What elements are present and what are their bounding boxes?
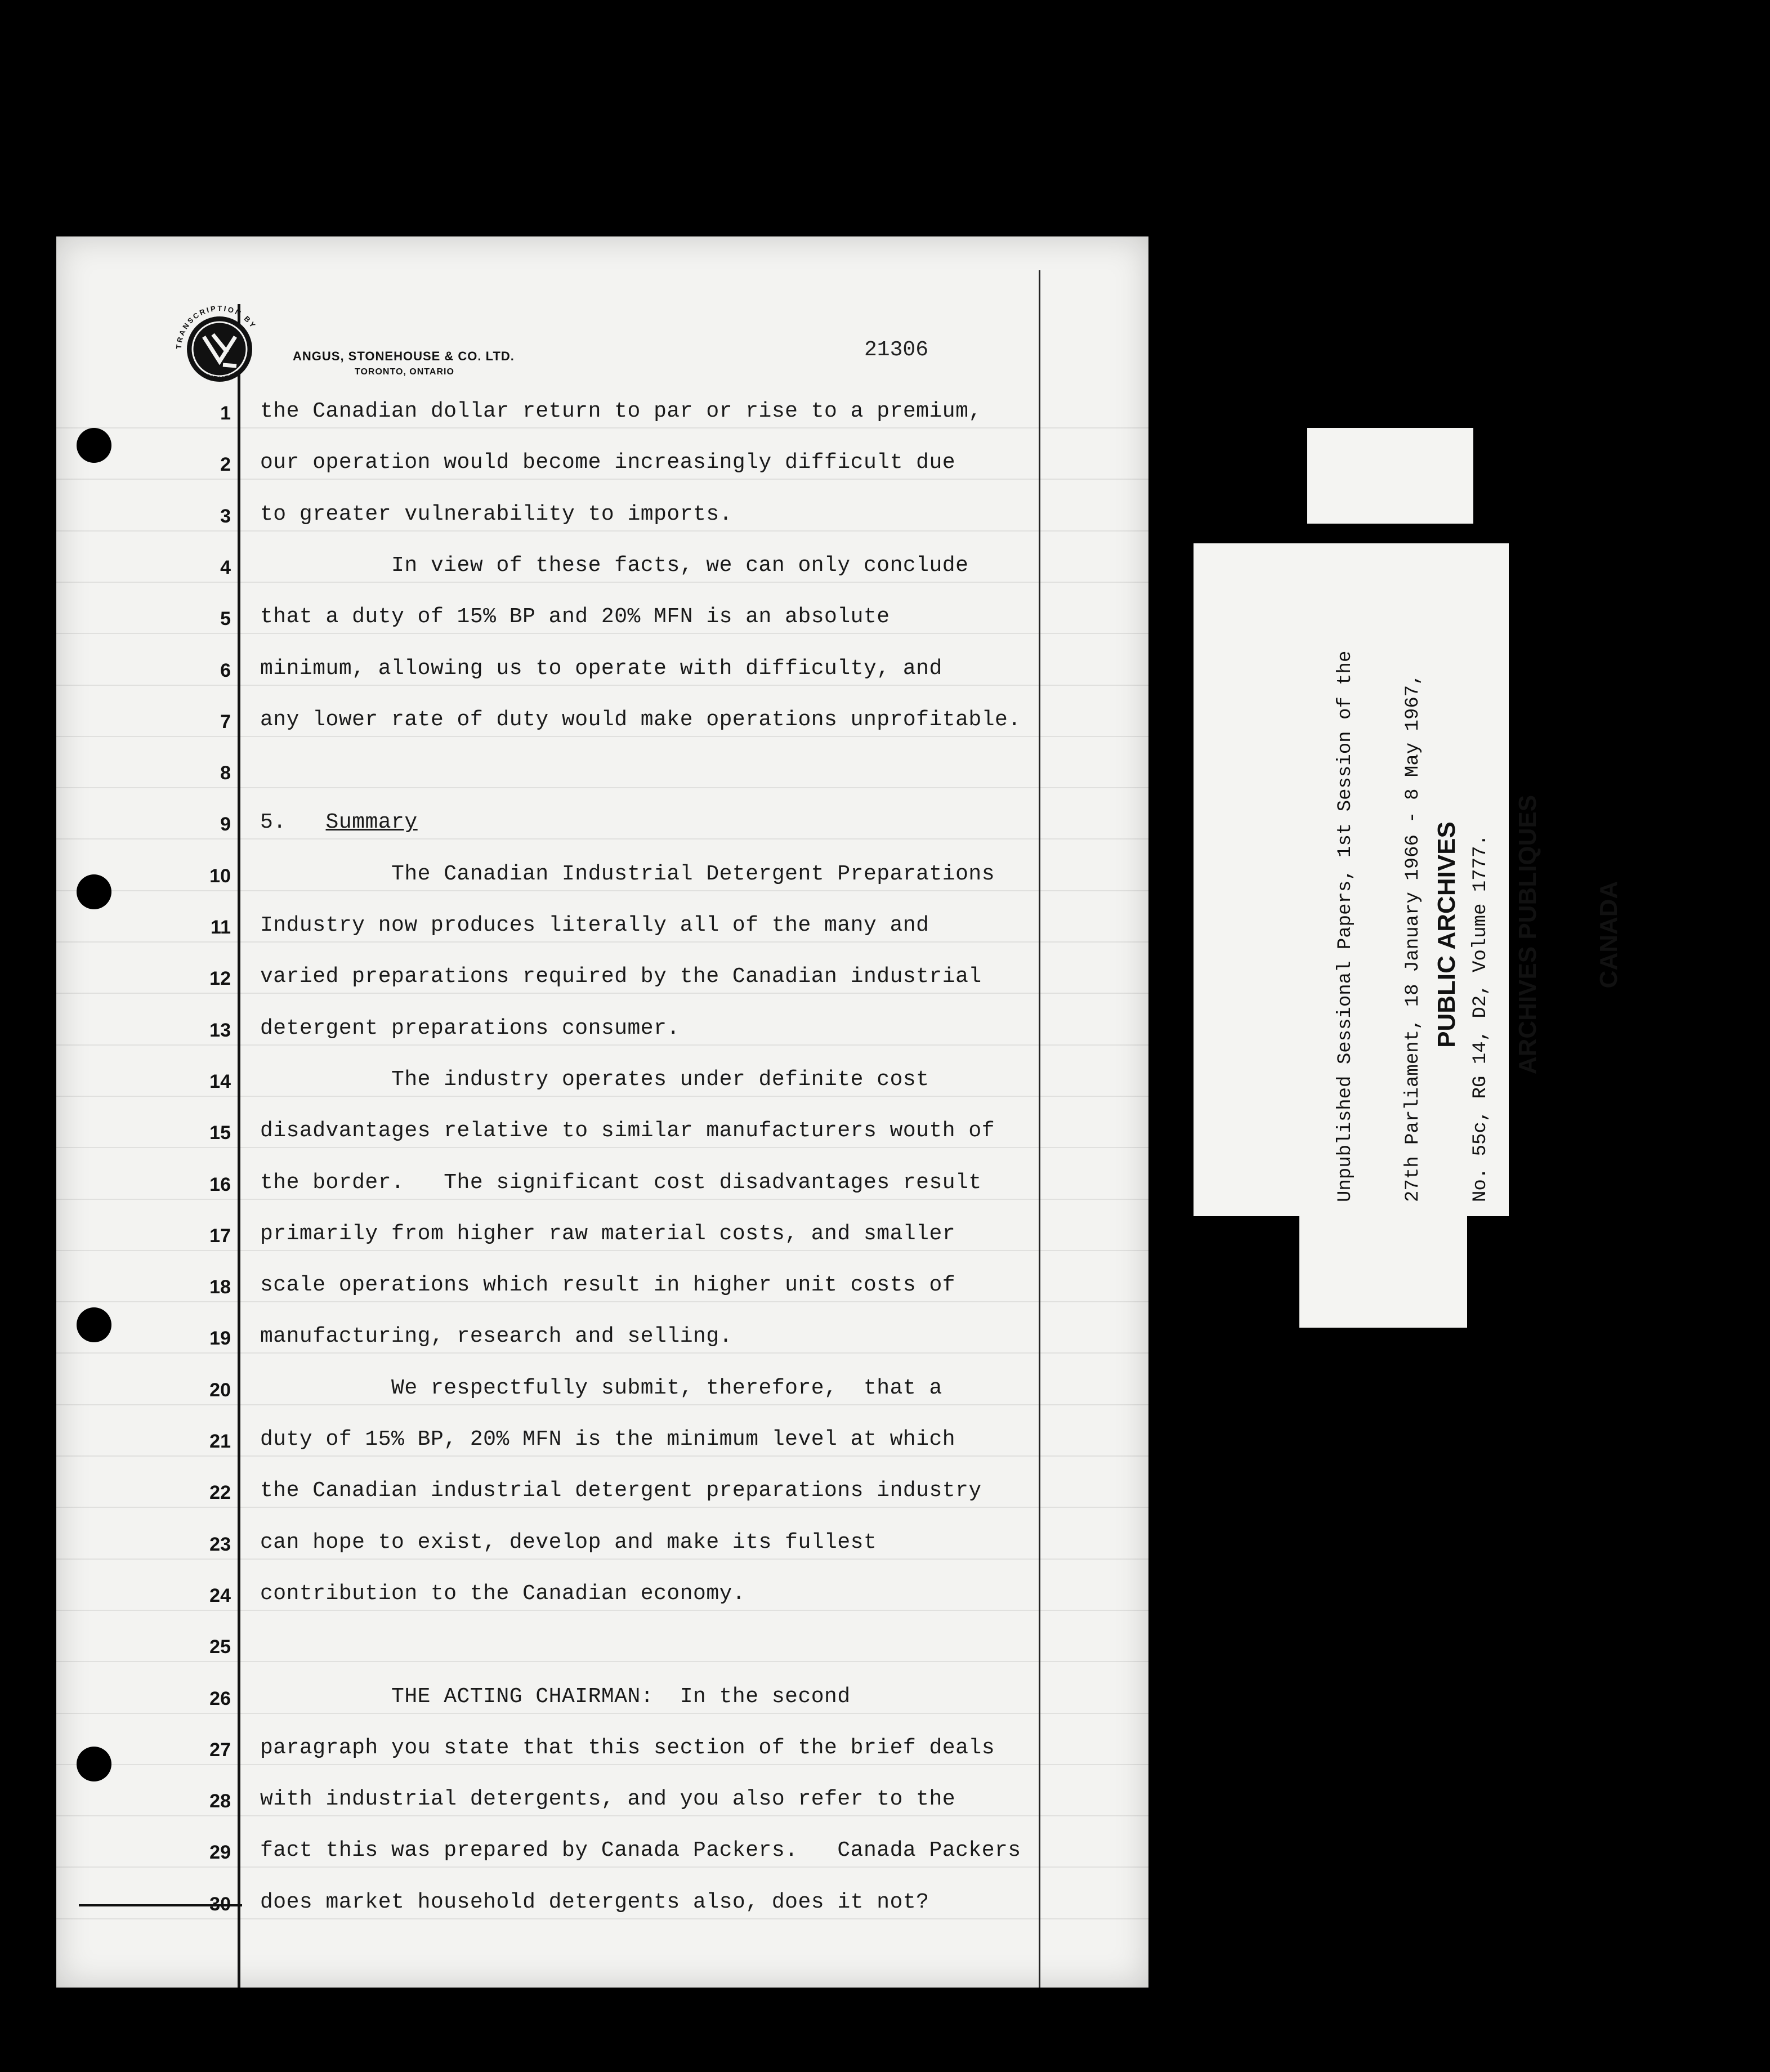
archive-name-line-2: ARCHIVES PUBLIQUES — [1514, 794, 1541, 1075]
line-number: 16 — [209, 1173, 231, 1195]
ruled-line — [56, 1610, 1148, 1611]
line-number: 23 — [209, 1533, 231, 1555]
binder-hole — [77, 428, 111, 463]
section-heading: 5. Summary — [260, 810, 418, 835]
page-number: 21306 — [864, 338, 929, 362]
ruled-line — [56, 941, 1148, 943]
ruled-line — [56, 530, 1148, 532]
line-number: 20 — [209, 1379, 231, 1401]
transcript-line: We respectfully submit, therefore, that a — [260, 1376, 942, 1400]
summary-heading: Summary — [325, 810, 418, 835]
line-number: 13 — [209, 1019, 231, 1041]
line-number: 3 — [220, 505, 231, 527]
ruled-line — [56, 1404, 1148, 1405]
line-number: 17 — [209, 1225, 231, 1247]
transcription-seal-logo — [169, 298, 270, 400]
transcript-line: THE ACTING CHAIRMAN: In the second — [260, 1684, 851, 1709]
line-number: 24 — [209, 1584, 231, 1606]
transcript-line: the Canadian industrial detergent preparations industry — [260, 1479, 982, 1503]
ruled-line — [56, 427, 1148, 428]
archive-name-line-3: CANADA — [1595, 881, 1622, 989]
letterhead — [293, 349, 515, 377]
ruled-line — [56, 993, 1148, 994]
line-number: 2 — [220, 454, 231, 476]
ruled-line — [56, 1455, 1148, 1457]
ruled-line — [56, 1250, 1148, 1251]
ruled-line — [56, 1713, 1148, 1714]
line-number: 14 — [209, 1070, 231, 1092]
transcript-line: with industrial detergents, and you also refer to the — [260, 1787, 956, 1812]
ruled-line — [56, 1301, 1148, 1302]
archive-label-tab-top — [1307, 428, 1473, 524]
ruled-line — [56, 1199, 1148, 1200]
transcript-line: The industry operates under definite cost — [260, 1067, 929, 1092]
transcript-line: manufacturing, research and selling. — [260, 1324, 732, 1349]
seal-bottom-text: MEMBER — [205, 368, 243, 383]
line-number: 11 — [211, 917, 231, 938]
citation-line-1: Unpublished Sessional Papers, 1st Session of the — [1335, 650, 1356, 1202]
line-number: 1 — [220, 403, 231, 424]
line-number: 5 — [220, 608, 231, 630]
ruled-line — [56, 1352, 1148, 1354]
transcript-line: In view of these facts, we can only conclude — [260, 553, 969, 578]
line-number: 28 — [209, 1790, 231, 1812]
binder-hole — [77, 874, 111, 909]
transcript-page — [56, 236, 1148, 1988]
transcript-line: primarily from higher raw material costs, and smaller — [260, 1221, 956, 1246]
transcript-line: the Canadian dollar return to par or rise to a premium, — [260, 399, 982, 423]
line-number: 21 — [209, 1431, 231, 1452]
ruled-line — [56, 1507, 1148, 1508]
ruled-line — [56, 582, 1148, 583]
citation-line-2: 27th Parliament, 18 January 1966 - 8 May 1967, — [1402, 673, 1424, 1202]
left-margin-rule — [238, 304, 240, 1988]
right-margin-rule — [1039, 270, 1040, 1988]
transcript-line: that a duty of 15% BP and 20% MFN is an absolute — [260, 605, 890, 629]
line-number: 22 — [209, 1482, 231, 1504]
line-number: 15 — [209, 1122, 231, 1144]
transcript-line: our operation would become increasingly difficult due — [260, 450, 956, 475]
transcript-line: varied preparations required by the Canadian industrial — [260, 964, 982, 989]
ruled-line — [56, 1559, 1148, 1560]
archive-name-line-1: PUBLIC ARCHIVES — [1433, 821, 1460, 1048]
transcript-line: disadvantages relative to similar manufacturers wouth of — [260, 1119, 995, 1144]
line-number: 29 — [209, 1842, 231, 1864]
company-location: TORONTO, ONTARIO — [355, 367, 454, 377]
transcript-line: contribution to the Canadian economy. — [260, 1581, 746, 1606]
transcript-line: the border. The significant cost disadvantages result — [260, 1170, 982, 1195]
line-number: 30 — [209, 1893, 231, 1915]
ruled-line — [56, 1147, 1148, 1148]
ruled-line — [56, 1764, 1148, 1765]
line-number: 6 — [220, 659, 231, 681]
archive-label-tab-bottom — [1299, 1205, 1467, 1328]
transcript-line: paragraph you state that this section of the brief deals — [260, 1735, 995, 1760]
binder-hole — [77, 1747, 111, 1781]
line-number: 4 — [220, 556, 231, 578]
transcript-line: fact this was prepared by Canada Packers. Canada Packers — [260, 1838, 1021, 1863]
transcript-line: duty of 15% BP, 20% MFN is the minimum level at which — [260, 1427, 956, 1452]
citation-line-3: No. 55c, RG 14, D2, Volume 1777. — [1470, 834, 1491, 1202]
transcript-line: The Canadian Industrial Detergent Preparations — [260, 861, 995, 886]
line-number: 27 — [209, 1739, 231, 1761]
ruled-line — [56, 787, 1148, 788]
line-number: 18 — [209, 1276, 231, 1298]
transcript-line: does market household detergents also, does it not? — [260, 1890, 929, 1914]
ruled-line — [56, 633, 1148, 634]
transcript-line: Industry now produces literally all of the many and — [260, 913, 929, 937]
ruled-line — [56, 890, 1148, 891]
line-number: 7 — [220, 711, 231, 733]
ruled-line — [56, 838, 1148, 839]
transcript-line: detergent preparations consumer. — [260, 1016, 680, 1041]
archive-name — [1379, 760, 1677, 1109]
ruled-line — [56, 1661, 1148, 1662]
line-number: 12 — [209, 968, 231, 990]
transcript-line: scale operations which result in higher unit costs of — [260, 1273, 956, 1298]
transcript-line: to greater vulnerability to imports. — [260, 502, 732, 526]
ruled-line — [56, 685, 1148, 686]
line-number: 25 — [209, 1636, 231, 1658]
line-number: 10 — [209, 865, 231, 887]
company-name: ANGUS, STONEHOUSE & CO. LTD. — [293, 349, 515, 363]
ruled-line — [56, 1044, 1148, 1046]
line-number: 26 — [209, 1687, 231, 1709]
transcript-line: minimum, allowing us to operate with difficulty, and — [260, 656, 942, 681]
line-number: 8 — [220, 762, 231, 784]
transcript-line: any lower rate of duty would make operations unprofitable. — [260, 707, 1021, 732]
ruled-line — [56, 1815, 1148, 1816]
archive-label — [1194, 543, 1622, 1216]
ruled-line — [56, 736, 1148, 737]
line-number: 19 — [209, 1328, 231, 1350]
line-number: 9 — [220, 814, 231, 836]
transcript-line: can hope to exist, develop and make its fullest — [260, 1530, 877, 1555]
ruled-line — [56, 479, 1148, 480]
seal-ring-text: TRANSCRIPTION BY — [174, 303, 258, 350]
ruled-line — [56, 1918, 1148, 1919]
binder-hole — [77, 1307, 111, 1342]
ruled-line — [56, 1096, 1148, 1097]
ruled-line — [56, 1866, 1148, 1868]
